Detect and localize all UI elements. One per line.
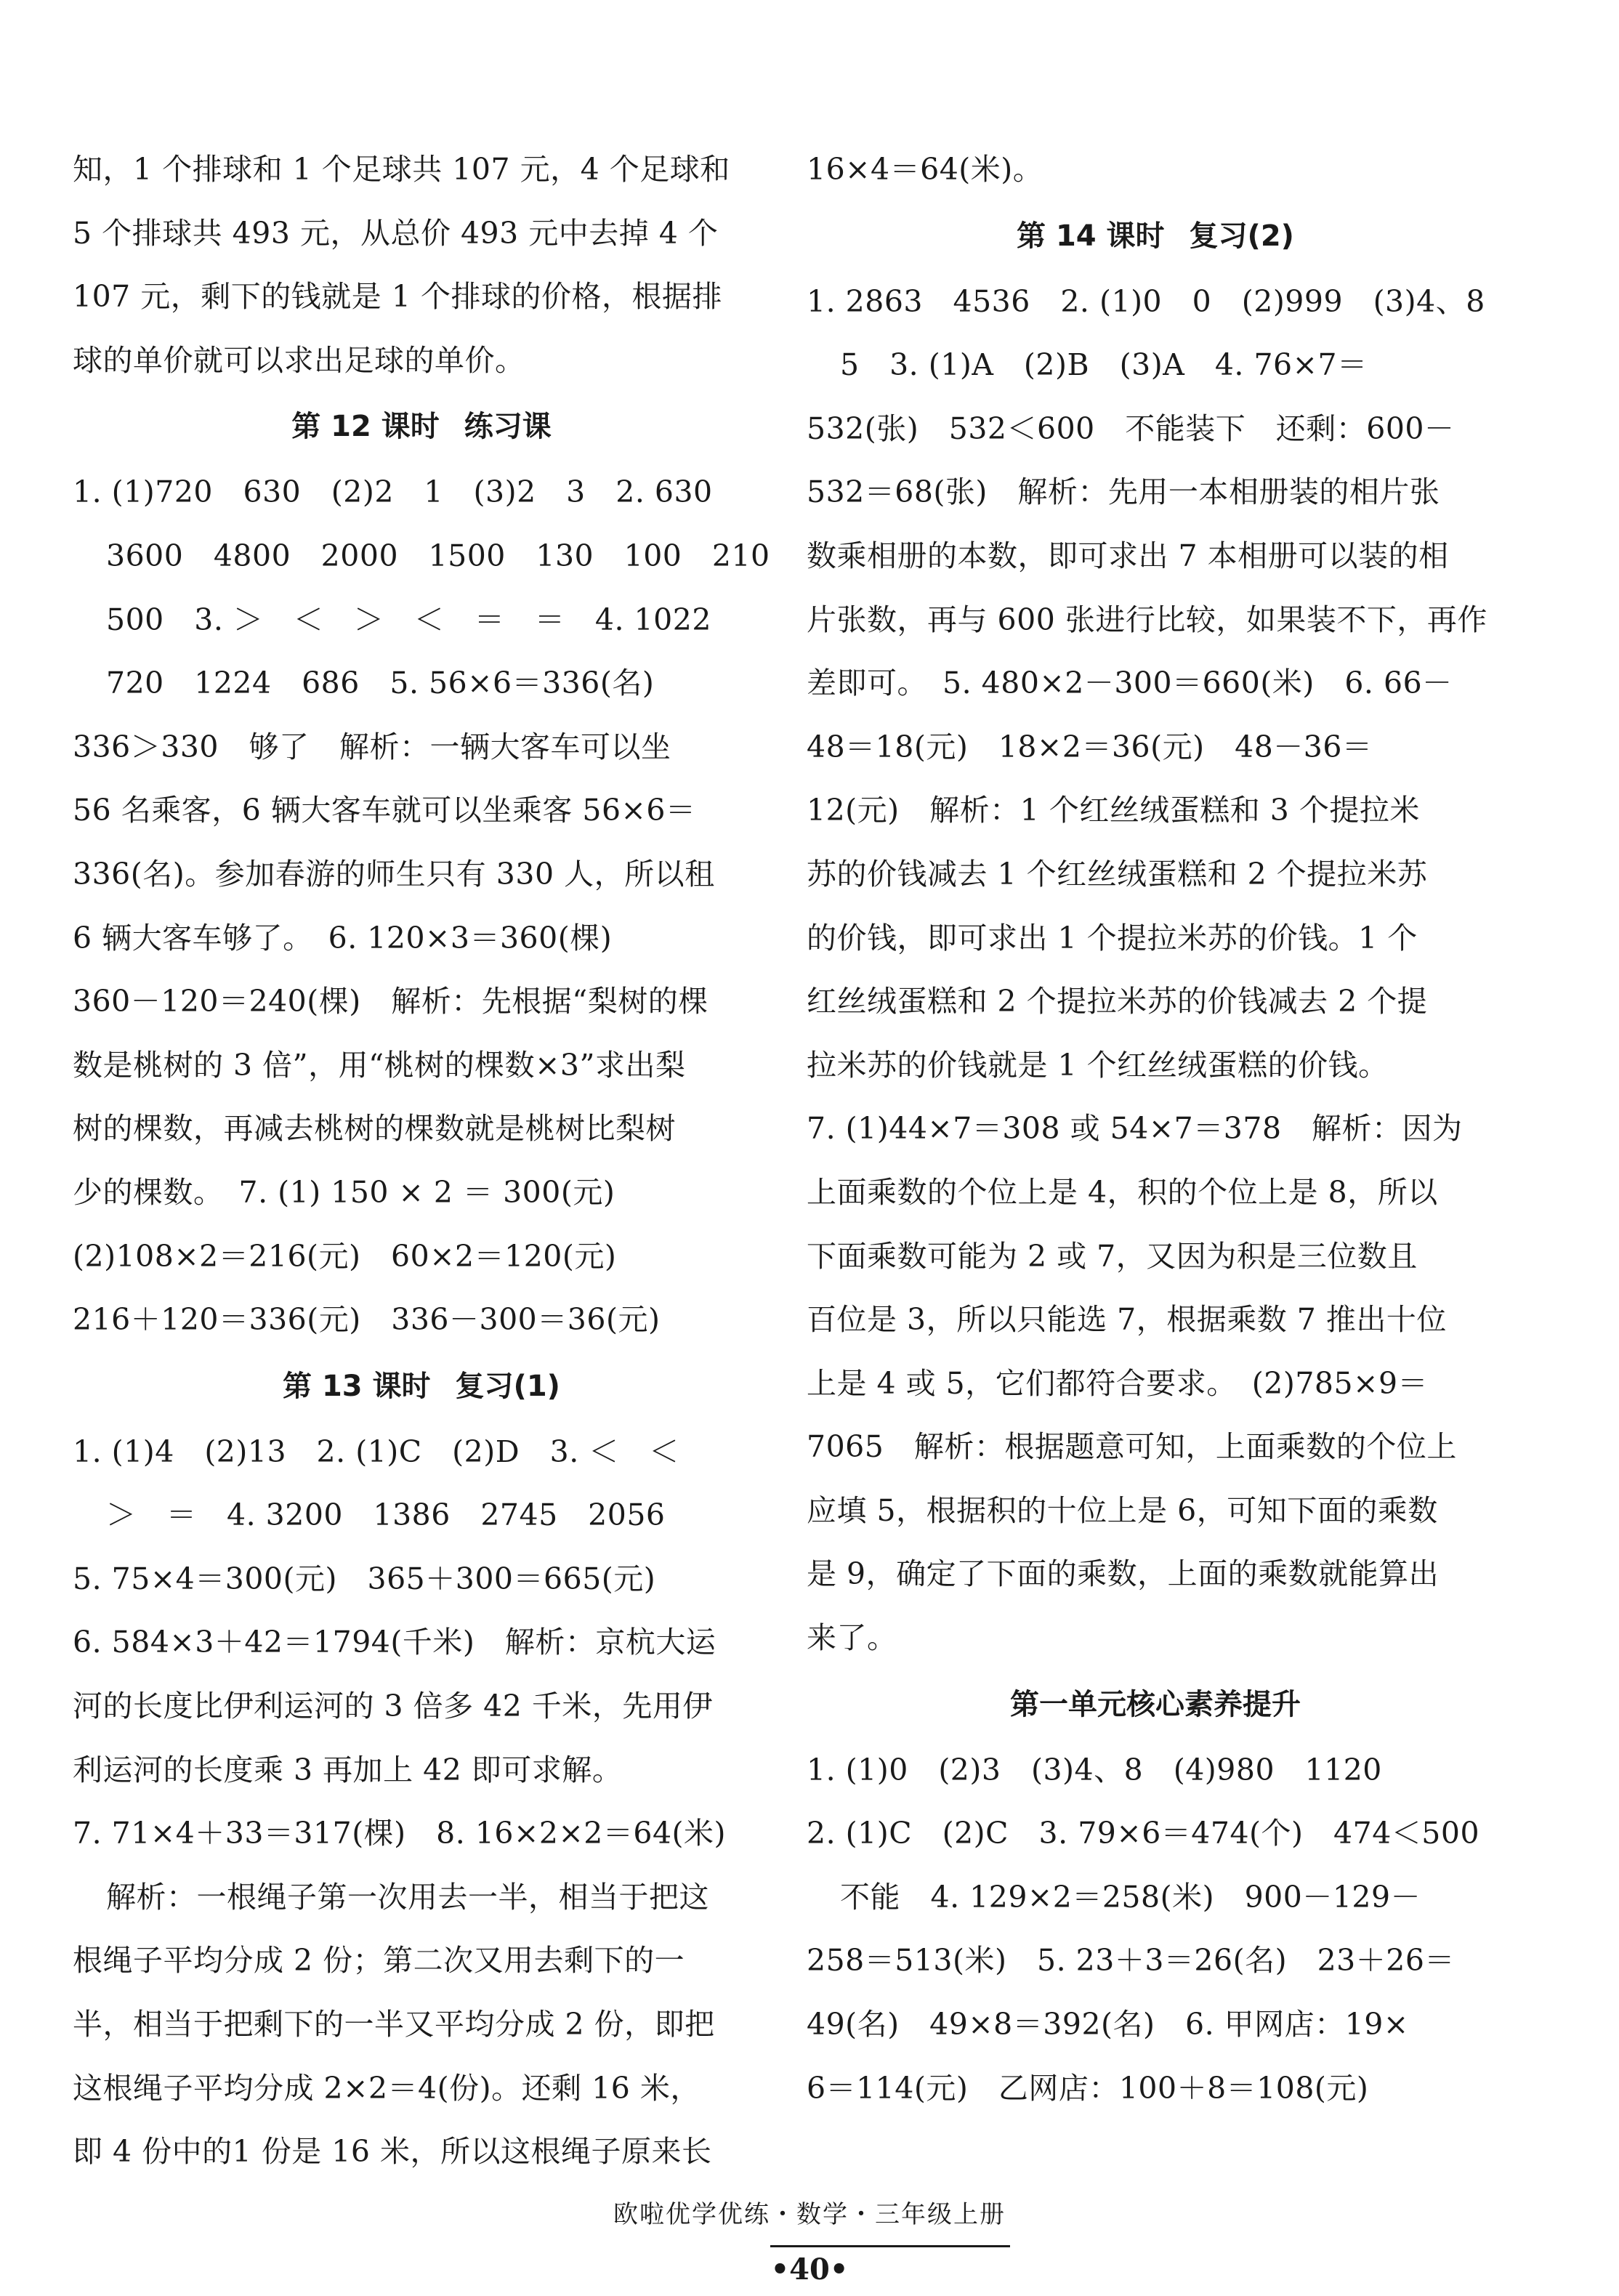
section-heading-lesson-12	[73, 392, 770, 461]
section-heading-unit-core	[807, 1670, 1504, 1739]
text-line: 1. (1)4 (2)13 2. (1)C (2)D 3. ＜ ＜	[73, 1434, 679, 1469]
text-line: 6 辆大客车够了。 6. 120×3＝360(棵)	[73, 920, 613, 955]
text-line: 12(元) 解析：1 个红丝绒蛋糕和 3 个提拉米	[807, 793, 1420, 828]
text-line: 5. 75×4＝300(元) 365＋300＝665(元)	[73, 1561, 656, 1596]
text-line: 河的长度比伊利运河的 3 倍多 42 千米，先用伊	[73, 1689, 713, 1724]
text-line: 532＝68(张) 解析：先用一本相册装的相片张	[807, 474, 1440, 510]
text-line: 48＝18(元) 18×2＝36(元) 48－36＝	[807, 729, 1373, 764]
text-line: 应填 5，根据积的十位上是 6，可知下面的乘数	[807, 1492, 1438, 1528]
heading-title: 第一单元核心素养提升	[1010, 1687, 1301, 1721]
text-line: 3600 4800 2000 1500 130 100 210	[106, 538, 770, 573]
text-line: (2)108×2＝216(元) 60×2＝120(元)	[73, 1238, 617, 1274]
text-line: 720 1224 686 5. 56×6＝336(名)	[106, 666, 655, 701]
text-line: 苏的价钱减去 1 个红丝绒蛋糕和 2 个提拉米苏	[807, 856, 1428, 892]
text-line: 即 4 份中的1 份是 16 米，所以这根绳子原来长	[73, 2134, 712, 2170]
heading-lesson-number: 第 14 课时	[1017, 219, 1165, 253]
text-line: 半，相当于把剩下的一半又平均分成 2 份，即把	[73, 2007, 715, 2042]
heading-lesson-number: 第 13 课时	[283, 1369, 431, 1403]
text-line: 2. (1)C (2)C 3. 79×6＝474(个) 474＜500	[807, 1816, 1480, 1851]
text-line: 上面乘数的个位上是 4，积的个位上是 8，所以	[807, 1174, 1438, 1210]
text-line: ＞ ＝ 4. 3200 1386 2745 2056	[106, 1497, 666, 1533]
text-line: 解析：一根绳子第一次用去一半，相当于把这	[106, 1879, 709, 1915]
text-line: 258＝513(米) 5. 23＋3＝26(名) 23＋26＝	[807, 1943, 1455, 1978]
text-line: 数是桃树的 3 倍”，用“桃树的棵数×3”求出梨	[73, 1047, 686, 1083]
heading-topic: 练习课	[464, 410, 552, 444]
text-line: 49(名) 49×8＝392(名) 6. 甲网店：19×	[807, 2007, 1409, 2042]
text-line: 6＝114(元) 乙网店：100＋8＝108(元)	[807, 2070, 1369, 2106]
text-line: 7. 71×4＋33＝317(棵) 8. 16×2×2＝64(米)	[73, 1816, 727, 1851]
text-line: 56 名乘客，6 辆大客车就可以坐乘客 56×6＝	[73, 793, 696, 828]
text-line: 532(张) 532＜600 不能装下 还剩：600－	[807, 411, 1455, 446]
text-line: 上是 4 或 5，它们都符合要求。 (2)785×9＝	[807, 1365, 1429, 1401]
text-line: 知，1 个排球和 1 个足球共 107 元，4 个足球和	[73, 152, 730, 187]
heading-topic: 复习(1)	[455, 1369, 560, 1403]
text-line: 500 3. ＞ ＜ ＞ ＜ ＝ ＝ 4. 1022	[106, 602, 711, 637]
footer-divider	[770, 2245, 1010, 2247]
text-line: 336(名)。参加春游的师生只有 330 人，所以租	[73, 856, 715, 892]
text-line: 数乘相册的本数，即可求出 7 本相册可以装的相	[807, 538, 1449, 573]
text-line: 拉米苏的价钱就是 1 个红丝绒蛋糕的价钱。	[807, 1047, 1389, 1083]
text-line: 球的单价就可以求出足球的单价。	[73, 342, 525, 378]
heading-topic: 复习(2)	[1189, 219, 1294, 253]
text-line: 红丝绒蛋糕和 2 个提拉米苏的价钱减去 2 个提	[807, 984, 1428, 1019]
section-heading-lesson-13	[73, 1352, 770, 1420]
text-line: 根绳子平均分成 2 份；第二次又用去剩下的一	[73, 1943, 685, 1978]
text-line: 336＞330 够了 解析：一辆大客车可以坐	[73, 729, 671, 764]
section-heading-lesson-14	[807, 202, 1504, 270]
text-line: 7065 解析：根据题意可知，上面乘数的个位上	[807, 1429, 1457, 1465]
right-column	[807, 138, 1504, 2120]
heading-lesson-number: 第 12 课时	[291, 410, 440, 444]
text-line: 少的棵数。 7. (1) 150 × 2 ＝ 300(元)	[73, 1174, 615, 1210]
text-line: 5 3. (1)A (2)B (3)A 4. 76×7＝	[840, 347, 1368, 383]
left-column	[73, 138, 770, 2184]
text-line: 片张数，再与 600 张进行比较，如果装不下，再作	[807, 602, 1487, 637]
footer-title: 欧啦优学优练・数学・三年级上册	[613, 2200, 1006, 2229]
text-line: 百位是 3，所以只能选 7，根据乘数 7 推出十位	[807, 1302, 1447, 1338]
text-line: 16×4＝64(米)。	[807, 152, 1043, 187]
text-line: 不能 4. 129×2＝258(米) 900－129－	[840, 1879, 1421, 1915]
footer	[0, 2194, 1619, 2230]
text-line: 5 个排球共 493 元，从总价 493 元中去掉 4 个	[73, 215, 719, 251]
text-line: 利运河的长度乘 3 再加上 42 即可求解。	[73, 1752, 623, 1787]
text-line: 6. 584×3＋42＝1794(千米) 解析：京杭大运	[73, 1625, 716, 1660]
text-line: 7. (1)44×7＝308 或 54×7＝378 解析：因为	[807, 1111, 1463, 1147]
text-line: 1. (1)720 630 (2)2 1 (3)2 3 2. 630	[73, 474, 713, 510]
page-number: •40•	[770, 2252, 849, 2287]
text-line: 216＋120＝336(元) 336－300＝36(元)	[73, 1302, 661, 1338]
text-line: 树的棵数，再减去桃树的棵数就是桃树比梨树	[73, 1111, 676, 1147]
text-line: 107 元，剩下的钱就是 1 个排球的价格，根据排	[73, 279, 722, 315]
text-line: 360－120＝240(棵) 解析：先根据“梨树的棵	[73, 984, 708, 1019]
text-line: 下面乘数可能为 2 或 7，又因为积是三位数且	[807, 1238, 1418, 1274]
text-line: 差即可。 5. 480×2－300＝660(米) 6. 66－	[807, 666, 1453, 701]
text-line: 是 9，确定了下面的乘数，上面的乘数就能算出	[807, 1556, 1440, 1592]
text-line: 这根绳子平均分成 2×2＝4(份)。还剩 16 米，	[73, 2070, 701, 2106]
text-line: 1. (1)0 (2)3 (3)4、8 (4)980 1120	[807, 1752, 1382, 1787]
text-line: 来了。	[807, 1620, 897, 1656]
text-line: 的价钱，即可求出 1 个提拉米苏的价钱。1 个	[807, 920, 1418, 955]
text-line: 1. 2863 4536 2. (1)0 0 (2)999 (3)4、8	[807, 283, 1485, 319]
